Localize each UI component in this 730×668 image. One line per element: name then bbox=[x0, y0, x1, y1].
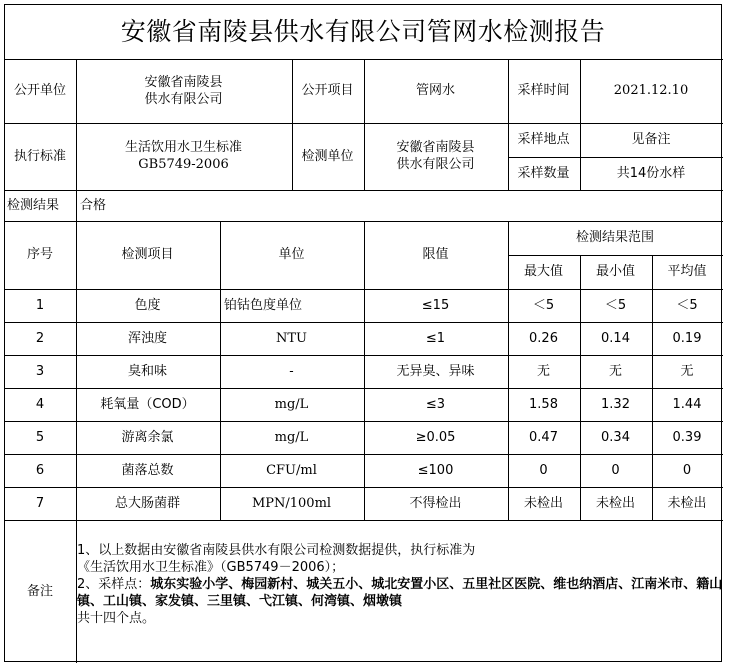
row-avg: ＜5 bbox=[676, 297, 698, 313]
row-unit: - bbox=[289, 363, 294, 379]
standard-line2: GB5749-2006 bbox=[138, 157, 229, 172]
header-min: 最小值 bbox=[595, 264, 635, 279]
row-item: 菌落总数 bbox=[121, 462, 174, 478]
row-unit: mg/L bbox=[274, 396, 309, 412]
row-max: ＜5 bbox=[532, 297, 555, 313]
publish-unit-line2: 供水有限公司 bbox=[144, 91, 223, 107]
row-min: 0 bbox=[611, 462, 620, 478]
test-unit-label: 检测单位 bbox=[301, 148, 354, 164]
row-unit: CFU/ml bbox=[266, 462, 317, 478]
remarks-label: 备注 bbox=[26, 583, 53, 599]
row-item: 总大肠菌群 bbox=[114, 495, 180, 511]
row-avg: 无 bbox=[680, 363, 694, 379]
row-min: 未检出 bbox=[595, 495, 635, 511]
row-max: 0.47 bbox=[529, 429, 558, 445]
row-limit: 无异臭、异味 bbox=[396, 363, 475, 379]
row-item: 游离余氯 bbox=[121, 429, 174, 445]
publish-unit-value bbox=[76, 59, 291, 122]
row-limit: ≤1 bbox=[425, 330, 446, 346]
publish-item-label: 公开项目 bbox=[301, 83, 354, 98]
header-avg: 平均值 bbox=[667, 264, 707, 279]
sample-count-label: 采样数量 bbox=[517, 165, 570, 181]
row-avg: 未检出 bbox=[667, 495, 707, 511]
row-item: 臭和味 bbox=[127, 363, 167, 379]
row-item: 色度 bbox=[134, 297, 161, 313]
row-max: 0 bbox=[539, 462, 548, 478]
remarks-line3-prefix: 2、采样点： bbox=[77, 577, 151, 592]
row-min: ＜5 bbox=[604, 297, 627, 313]
row-unit: 铂钴色度单位 bbox=[224, 297, 303, 313]
row-limit: 不得检出 bbox=[409, 495, 462, 511]
sample-site-value: 见备注 bbox=[631, 132, 671, 147]
row-item: 浑浊度 bbox=[127, 330, 167, 346]
row-no: 2 bbox=[35, 330, 45, 346]
row-min: 0.34 bbox=[601, 429, 630, 445]
row-no: 6 bbox=[35, 462, 45, 478]
standard-value bbox=[76, 123, 291, 189]
row-min: 无 bbox=[608, 363, 622, 379]
row-max: 无 bbox=[536, 363, 550, 379]
row-avg: 0.39 bbox=[672, 429, 702, 445]
result-value: 合格 bbox=[80, 197, 107, 213]
row-unit: MPN/100ml bbox=[251, 495, 332, 511]
row-max: 1.58 bbox=[529, 396, 558, 412]
test-unit-value bbox=[364, 123, 507, 189]
row-max: 0.26 bbox=[529, 330, 558, 346]
remarks-content bbox=[77, 542, 723, 627]
test-unit-line2: 供水有限公司 bbox=[396, 157, 475, 172]
row-limit: ≤100 bbox=[417, 462, 454, 478]
remarks-line1: 1、以上数据由安徽省南陵县供水有限公司检测数据提供，执行标准为 bbox=[77, 543, 476, 558]
row-unit: NTU bbox=[275, 330, 307, 346]
row-unit: mg/L bbox=[274, 429, 309, 445]
remarks-line2: 《生活饮用水卫生标准》（GB5749－2006）； bbox=[77, 560, 345, 575]
row-no: 4 bbox=[35, 396, 45, 412]
sample-site-label: 采样地点 bbox=[517, 132, 570, 147]
report-title: 安徽省南陵县供水有限公司管网水检测报告 bbox=[120, 17, 606, 46]
header-unit: 单位 bbox=[278, 247, 305, 262]
result-label: 检测结果 bbox=[7, 197, 60, 213]
row-limit: ≤15 bbox=[421, 297, 450, 313]
publish-unit-label: 公开单位 bbox=[13, 83, 66, 98]
test-unit-line1: 安徽省南陵县 bbox=[396, 140, 475, 155]
header-range: 检测结果范围 bbox=[575, 230, 654, 245]
header-item: 检测项目 bbox=[121, 247, 174, 262]
row-limit: ≤3 bbox=[425, 396, 446, 412]
standard-label: 执行标准 bbox=[13, 148, 66, 164]
row-avg: 0 bbox=[682, 462, 692, 478]
standard-line1: 生活饮用水卫生标准 bbox=[124, 140, 242, 155]
header-max: 最大值 bbox=[523, 264, 563, 279]
sample-count-value: 共14份水样 bbox=[616, 165, 686, 181]
row-min: 0.14 bbox=[601, 330, 630, 346]
row-avg: 0.19 bbox=[672, 330, 702, 346]
publish-item-value: 管网水 bbox=[415, 83, 455, 98]
sample-time-value: 2021.12.10 bbox=[613, 83, 689, 98]
row-avg: 1.44 bbox=[672, 396, 702, 412]
row-min: 1.32 bbox=[601, 396, 630, 412]
remarks-line3 bbox=[77, 576, 723, 610]
row-no: 7 bbox=[35, 495, 45, 511]
row-limit: ≥0.05 bbox=[415, 429, 456, 445]
header-no: 序号 bbox=[26, 247, 53, 262]
row-item: 耗氧量（COD） bbox=[100, 396, 195, 412]
row-no: 1 bbox=[35, 297, 45, 313]
header-limit: 限值 bbox=[422, 247, 449, 262]
sample-time-label: 采样时间 bbox=[517, 83, 570, 98]
row-max: 未检出 bbox=[523, 495, 563, 511]
row-no: 3 bbox=[35, 363, 45, 379]
publish-unit-line1: 安徽省南陵县 bbox=[144, 74, 223, 90]
remarks-line4: 共十四个点。 bbox=[77, 611, 156, 626]
row-no: 5 bbox=[35, 429, 45, 445]
remarks-sample-sites: 城东实验小学、梅园新村、城关五小、城北安置小区、五里社区医院、维也纳酒店、江南米市、籍山镇、工山镇、家发镇、三里镇、弋江镇、何湾镇、烟墩镇 bbox=[77, 577, 723, 609]
